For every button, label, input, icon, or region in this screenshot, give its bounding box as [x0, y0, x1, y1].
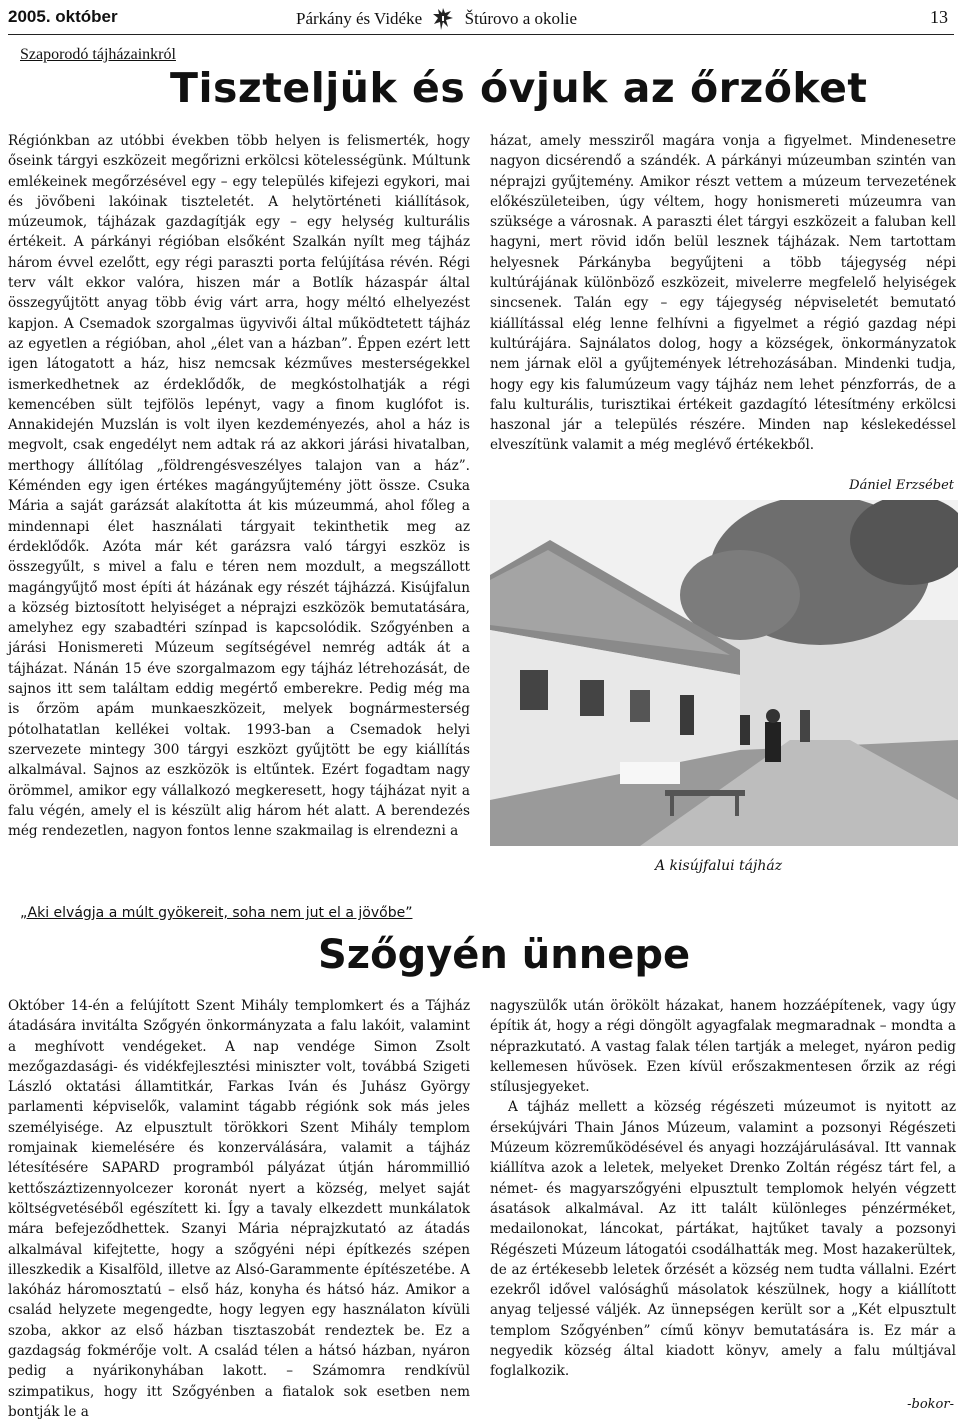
- article-motto: „Aki elvágja a múlt gyökereit, soha nem jut el a jövőbe”: [20, 905, 413, 921]
- bird-emblem-icon: [432, 7, 454, 31]
- masthead: [296, 7, 577, 31]
- article-headline-2: Szőgyén ünnepe: [318, 932, 691, 978]
- photo-illustration: [490, 500, 958, 846]
- article-headline: Tiszteljük és óvjuk az őrzőket: [170, 64, 868, 112]
- page-number: 13: [930, 7, 948, 27]
- author-signature: Dániel Erzsébet: [849, 478, 954, 493]
- article2-column-1: [8, 996, 470, 1422]
- rubric-label: Szaporodó tájházainkról: [20, 46, 176, 63]
- header-divider: [8, 34, 954, 35]
- article-column-2: [490, 131, 956, 456]
- masthead-title-sk: Štúrovo a okolie: [464, 9, 578, 28]
- article-paragraph: Régiónkban az utóbbi években több helyen is felismerték, hogy őseink tárgyi eszközeit megőrizni erkölcsi kötelességünk. Múltunk emlékeinek megőrzésével egy – egy település kifejezi egykori, mai és jövőbeni lakóinak tiszteletét. A helytörténeti kiállítások, múzeumok, tájházak gazdagítják egy – egy helység kulturális értékeit. A párkányi régióban elsőként Szalkán nyílt meg tájház három évvel ezelőtt, egy régi paraszti porta felújítása révén. Régi terv vált ekkor valóra, hiszen már a Botlík házaspár által összegyűjtött anyag több évig várt arra, hogy méltó elhelyezést kapjon. A Csemadok szorgalmas ügyvivői által működtetett tájház az egyetlen a régióban, ahol „élet van a házban”. Éppen ezért lett igen látogatott a ház, hisz nemcsak kézműves mesterségekkel ismerkedhetnek az érdeklődők, de megkóstolhatják a régi kemencében sült tejfölös lepényt, vagy a finom kuglófot is. Annakidején Muzslán is volt ilyen kezdeményezés, ahol a ház is megvolt, csak engedélyt nem adtak rá az akkori járási hivatalban, merthogy állítólag „földrengésveszélyes talajon van a ház”. Kéménden egy igen értékes magángyűjtemény jött össze. Csuka Mária a saját garázsát alakította át kis múzeummá, ahol főleg a mindennapi élet használati tárgyait tekinthetik meg az érdeklődők. Azóta már két garázsra való tárgyi eszköz is összegyűlt, s mivel a falu e téren nem mozdult, a megszállott magángyűjtő most építi át házának egy részét tájházzá. Kisújfalun a község biztosított helyiséget a néprajzi eszközök bemutatására, amelyhez egy szabadtéri színpad is kapcsolódik. Szőgyénben a járási Honismereti Múzeum segítségével nemrég adták át a tájházat. Nánán 15 éve szorgalmazom egy tájház létrehozását, de sajnos itt sem találtam eddig megértő emberekre. Pedig még ma is őrzöm apám munkaeszközeit, melyek bognármesterség pótolhatatlan kellékei voltak. 1993-ban a Csemadok helyi szervezete mintegy 300 tárgyi eszközt gyűjtött be egy kiállítás alkalmával. Sajnos az eszközök is eltűntek. Ezért fogadtam nagy örömmel, amikor egy vállalkozó megkeresett, hogy tájházat nyit a falu végén, amely el is készült alig három hét alatt. A berendezés még rendezetlen, nagyon fontos lenne szakmailag is elrendezni a: [8, 133, 470, 840]
- masthead-title-hu: Párkány és Vidéke: [296, 9, 423, 28]
- article-paragraph: házat, amely messziről magára vonja a figyelmet. Mindenesetre nagyon dicsérendő a szándék. A párkányi múzeumban szintén van néprajzi gyűjtemény. Amikor részt vettem a múzeum tervezetének előkészületeiben, úgy véltem, hogy honismereti múzeumra van szüksége a városnak. A paraszti élet tárgyi eszközeit a faluban kell hagyni, mert rövid időn belül lesznek tájházak. Nem tartottam helyesnek Párkányba begyűjteni a több tájegység népi kultúrájának különböző eszközeit, mivelerre megfelelő helyiségek sincsenek. Talán egy – egy tájegység népviseletét bemutató kiállítással elég lenne felhívni a figyelmet a régió gazdag népi kultúrájára. Sajnálatos dolog, hogy a községek, önkormányzatok nem járnak elöl a gyűjtemények létrehozásában. Mindenki tudja, hogy egy kis falumúzeum vagy tájház nem lehet pénzforrás, de a falu kulturális, turisztikai értékeit gazdagító létesítmény erkölcsi haszonal jár a település részére. Minden nap késlekedéssel elveszítünk valamit a még meglévő értékekből.: [490, 133, 956, 454]
- photo-caption: A kisújfalui tájház: [655, 858, 783, 874]
- article-paragraph: Október 14-én a felújított Szent Mihály templomkert és a Tájház átadására invitálta Szőgyén önkormányzata a falu lakóit, valamint a meghívott vendégeket. A nap vendége Simon Zsolt mezőgazdasági- és vidékfejlesztési miniszter volt, továbbá Szigeti László oktatási államtitkár, Farkas Iván és Juhász György parlamenti képviselők, valamint tágabb régiónk sok más jeles személyisége. Az elpusztult törökkori Szent Mihály templom romjainak kiemelésére és konzerválására, valamit a tájház létesítésére SAPARD programból pályázat útján hárommillió kettőszáztizennyolcezer koronát nyert a község, melyet saját költségvetéséből egészített ki. Így a tavaly elkezdett munkálatok mára befejeződhettek. Szanyi Mária néprajzkutató az átadás alkalmával kifejtette, hogy a szőgyéni népi építkezés szépen illeszkedik a Kisalföld, illetve az Alsó-Garammente építészetébe. A lakóház háromosztatú – első ház, konyha és hátsó ház. Amikor a család helyzete megengedte, hogy legyen egy használaton kívüli szoba, akkor az első házban tisztaszobát rendeztek be. Ez a gazdagság fokmérője volt. A család télen a hátsó házban, nyáron pedig a nyárikonyhában lakott. – Számomra rendkívül szimpatikus, hogy itt Szőgyénben a fiatalok sok esetben nem bontják le a: [8, 998, 470, 1420]
- article-paragraph: nagyszülők után örökölt házakat, hanem hozzáépítenek, vagy úgy építik át, hogy a régi döngölt agyagfalak megmaradnak – mondta a néprazkutató. A vastag falak télen tartják a meleget, nyáron pedig kellemesen hűvösek. Ezen kívül erőszakmentesen őrzik az régi stílusjegyeket.: [490, 998, 956, 1096]
- author-signature-2: -bokor-: [907, 1397, 954, 1412]
- photo-village-house: [490, 500, 958, 846]
- article2-column-2: [490, 996, 956, 1382]
- article-paragraph: A tájház mellett a község régészeti múzeumot is nyitott az érsekújvári Thain János Múzeum, valamint a pozsonyi Régészeti Múzeum közreműködésével és anyagi hozzájárulásával. Itt vannak kiállítva azok a leletek, melyeket Drenko Zoltán régész tárt fel, a német- és magyarszőgyéni elpusztult templomok helyén végzett ásatások alkalmával. Az itt talált különleges pénzérméket, medailonokat, láncokat, pártákat, hajtűket tavaly a pozsonyi Régészeti Múzeum látogatói csodálhatták meg. Most hazakerültek, de az értékesebb leletek őrzését a község nem tudta vállalni. Ezért ezekről idővel valósághű másolatok készülnek, hogy a kiállított anyag teljessé váljék. Az ünnepségen került sor a „Két elpusztult templom Szőgyénben” című könyv bemutatására is. Ez már a negyedik község által kiadott könyv, amely a falu múltjával foglalkozik.: [490, 1099, 956, 1380]
- issue-date: 2005. október: [8, 7, 118, 26]
- article-column-1: [8, 131, 470, 841]
